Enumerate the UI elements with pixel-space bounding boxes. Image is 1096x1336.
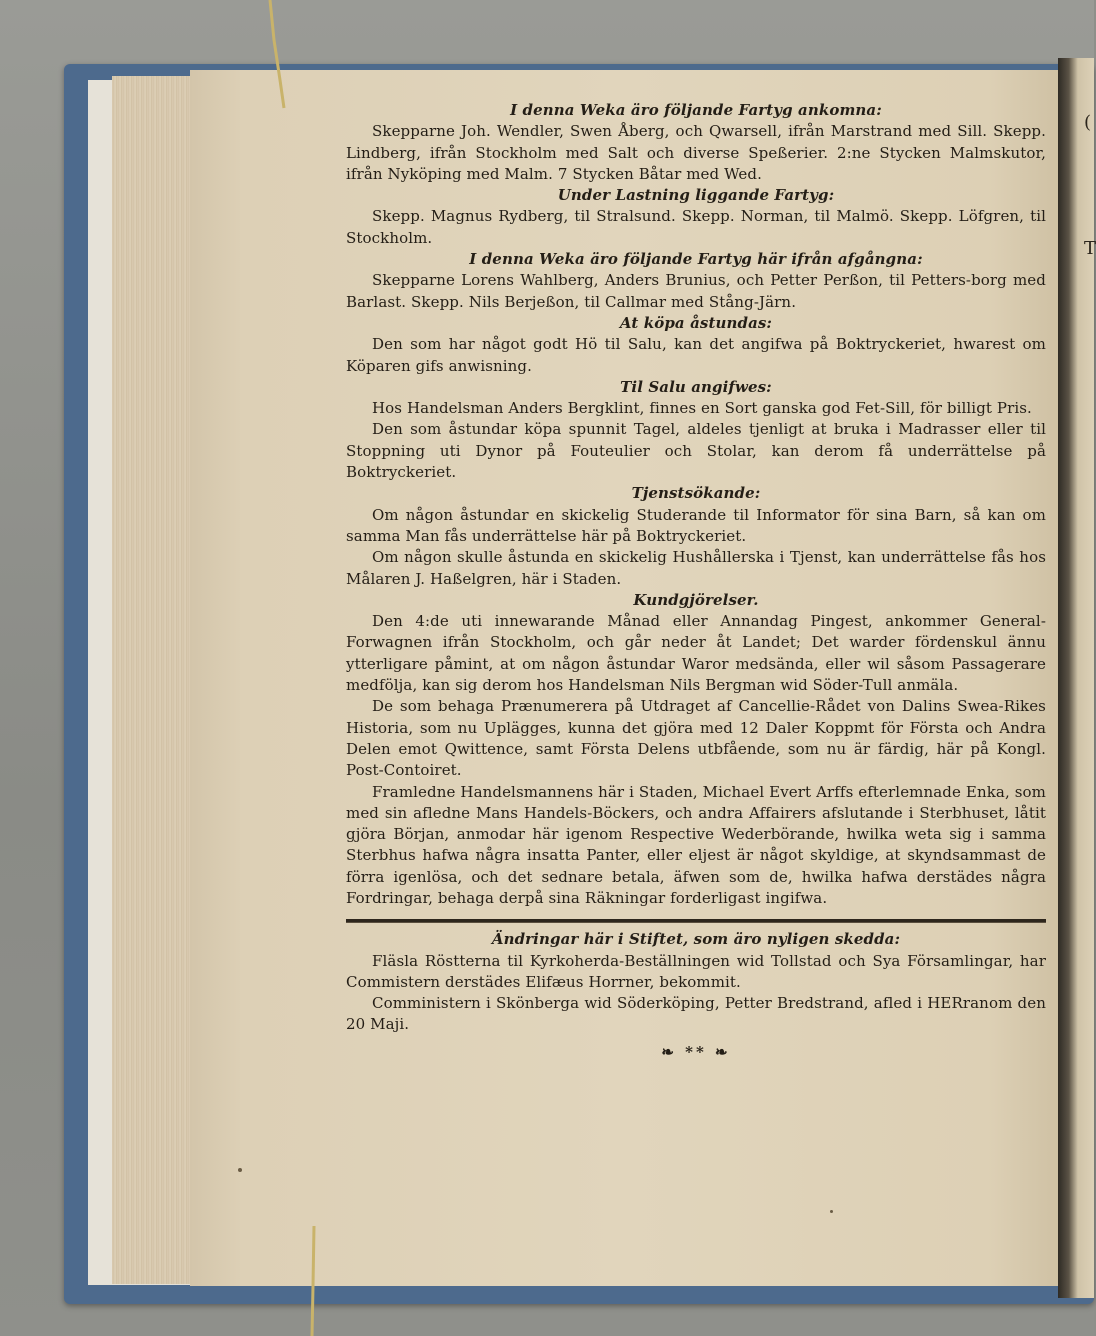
paragraph-subscription: De som behaga Prænumerera på Utdraget af Cancellie-Rådet von Dalins Swea-Rikes Historia, som nu Uplägges, kunna det gjöra med 12 Daler Koppmt för Första och Andra Delen emot Qwittence, samt Första Delens utbfående, som nu är färdig, här på Kongl. Post-Contoiret. <box>346 697 1046 780</box>
heading-announcements: Kundgjörelser. <box>633 590 759 609</box>
divider-rule <box>346 919 1046 923</box>
paragraph-vicar-election: Fläsla Röstterna til Kyrkoherda-Beställningen wid Tollstad och Sya Församlingar, har Commistern derstädes Elifæus Horrner, bekommit. <box>346 951 1046 991</box>
paragraph-obituary: Comministern i Skönberga wid Söderköping, Petter Bredstrand, afled i HERranom den 20 Maji. <box>346 994 1046 1034</box>
paragraph-herring-sale: Hos Handelsman Anders Bergklint, finnes en Sort ganska god Fet-Sill, för billigt Pris. <box>372 399 1032 418</box>
paragraph-arrived-ships: Skepparne Joh. Wendler, Swen Åberg, och Qwarsell, ifrån Marstrand med Sill. Skepp. Lindberg, ifrån Stockholm med Salt och diverse Speßerier. 2:ne Stycken Malmskutor, ifrån Nyköping med Malm. 7 Stycken Båtar med Wed. <box>346 122 1046 183</box>
stacked-page-edges <box>112 76 195 1284</box>
bookmark-thread-top <box>268 0 288 108</box>
heading-arrived: I denna Weka äro följande Fartyg ankomna: <box>510 101 882 119</box>
page-text <box>346 100 1046 1063</box>
heading-for-sale: Til Salu angifwes: <box>620 377 772 396</box>
paragraph-horsehair-sale: Den som åstundar köpa spunnit Tagel, aldeles tjenligt at bruka i Madrasser eller til Stoppning uti Dynor på Fouteulier och Stolar, kan derom få underrättelse på Boktryckeriet. <box>346 420 1046 482</box>
closing-ornament: ❧ ** ❧ <box>661 1042 731 1061</box>
paragraph-loading-ships: Skepp. Magnus Rydberg, til Stralsund. Skepp. Norman, til Malmö. Skepp. Löfgren, til Stockholm. <box>346 207 1046 247</box>
heading-loading: Under Lastning liggande Fartyg: <box>557 186 835 205</box>
paragraph-housekeeper: Om någon skulle åstunda en skickelig Hushållerska i Tjenst, kan underrättelse fås hos Målaren J. Haßelgren, här i Staden. <box>346 548 1046 588</box>
heading-job-seeking: Tjenstsökande: <box>631 484 761 503</box>
paper-speck <box>830 1210 833 1213</box>
paragraph-hay-wanted: Den som har något godt Hö til Salu, kan det angifwa på Boktryckeriet, hwarest om Köparen gifs anwisning. <box>346 335 1046 375</box>
paragraph-stagecoach: Den 4:de uti innewarande Månad eller Annandag Pingest, ankommer General-Forwagnen ifrån Stockholm, och går neder åt Landet; Det warder fördenskul ännu ytterligare påmint, at om någon åstundar Waror medsända, eller wil såsom Passagerare medfölja, kan sig derom hos Handelsman Nils Bergman wid Söder-Tull anmäla. <box>346 612 1046 695</box>
heading-wanted: At köpa åstundas: <box>619 313 773 332</box>
paragraph-tutor: Om någon åstundar en skickelig Studerande til Informator för sina Barn, så kan om samma Man fås underrättelse här på Boktryckeriet. <box>346 505 1046 545</box>
heading-departed: I denna Weka äro följande Fartyg här ifrån afgångna: <box>469 250 923 269</box>
paragraph-departed-ships: Skepparne Lorens Wahlberg, Anders Brunius, och Petter Perßon, til Petters-borg med Barlast. Skepp. Nils Berjeßon, til Callmar med Stång-Järn. <box>346 271 1046 311</box>
bookmark-thread-bottom <box>308 1226 318 1336</box>
facing-page-text-fragment: ( T <box>1084 112 1096 259</box>
paper-speck <box>238 1168 242 1172</box>
heading-diocese-changes: Ändringar här i Stiftet, som äro nyligen skedda: <box>491 930 901 949</box>
paragraph-estate: Framledne Handelsmannens här i Staden, Michael Evert Arffs efterlemnade Enka, som med sin afledne Mans Handels-Böckers, och andra Affairers afslutande i Sterbhuset, låtit gjöra Början, anmodar här igenom Respective Wederbörande, hwilka weta sig i samma Sterbhus hafwa några insatta Panter, eller eljest är något skyldige, at skyndsammast de förra igenlösa, och det sednare betala, äfwen som de, hwilka hafwa derstädes några Fordringar, behaga derpå sina Räkningar forderligast ingifwa. <box>346 782 1046 907</box>
